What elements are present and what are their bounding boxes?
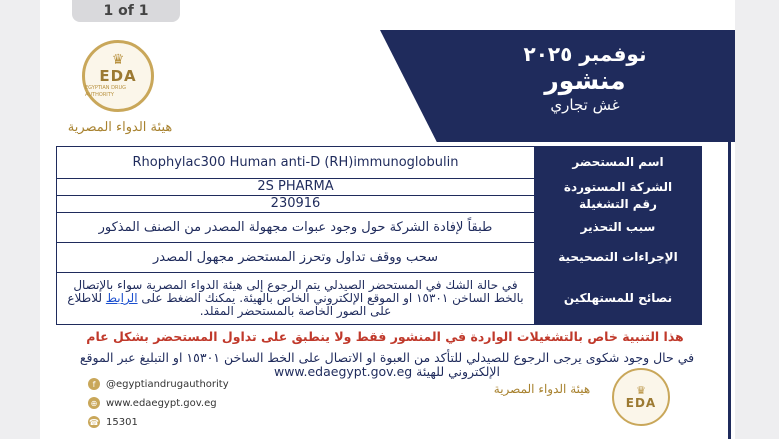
advice-value [57, 273, 535, 325]
eagle-emblem-icon: ♛ [111, 52, 125, 68]
logo-ring-text: EGYPTIAN DRUG AUTHORITY [85, 85, 126, 98]
page-counter: 1 of 1 [72, 0, 180, 22]
footer-logo-abbr: EDA [625, 395, 657, 410]
row-value: Rhophylac300 Human anti-D (RH)immunoglobulin [57, 147, 535, 179]
table-row [57, 196, 702, 213]
contact-website [88, 396, 217, 410]
complaint-note: في حال وجود شكوى يرجى الرجوع للصيدلي للتأكد من العبوة او الاتصال على الخط الساخن ١٥٣٠١ او التبليغ عبر الموقع الإلكتروني للهيئة www.edaegypt.gov.eg [79, 350, 695, 379]
header-text [475, 42, 695, 114]
eagle-emblem-icon: ♛ [636, 383, 646, 397]
row-value: 230916 [57, 196, 535, 213]
logo-caption: هيئة الدواء المصرية [67, 120, 173, 135]
row-value: طبقاً لإفادة الشركة حول وجود عبوات مجهولة المصدر من الصنف المذكور [57, 213, 535, 243]
logo-abbr: EDA [99, 67, 137, 85]
advice-text: في حالة الشك في المستحضر الصيدلي يتم الرجوع إلى هيئة الدواء المصرية سواء بالإتصال بالخط الساخن ١٥٣٠١ او الموقع الإلكتروني الخاص بالهيئة. [73, 278, 524, 305]
right-border-rule [728, 142, 731, 439]
globe-icon: ⊕ [88, 397, 100, 409]
table-row [57, 243, 702, 273]
row-label: الشركة المستوردة [535, 179, 702, 196]
contact-facebook [88, 377, 229, 391]
facebook-handle: @egyptiandrugauthority [106, 378, 229, 390]
facebook-icon: f [88, 378, 100, 390]
product-info-table [56, 146, 702, 325]
table-row [57, 147, 702, 179]
advice-link-pre: يمكنك الضغط على [141, 291, 236, 305]
viewer-left-margin [0, 0, 40, 439]
document-page [40, 30, 735, 439]
footer-eda-logo [612, 368, 670, 426]
row-label: اسم المستحضر [535, 147, 702, 179]
advice-link-post: للاطلاع على الصور الخاصة بالمستحضر المقلد. [67, 291, 392, 318]
table-row [57, 179, 702, 196]
row-label: سبب التحذير [535, 213, 702, 243]
scope-warning-note: هذا التنبية خاص بالتشغيلات الواردة في المنشور فقط ولا ينطبق على تداول المستحضر بشكل عام [86, 329, 684, 344]
row-label: نصائح للمستهلكين [535, 273, 702, 325]
hotline-number: 15301 [106, 416, 138, 428]
bulletin-title: منشور [544, 66, 626, 95]
website-url: www.edaegypt.gov.eg [106, 397, 217, 409]
table-row [57, 273, 702, 325]
bulletin-subtitle: غش تجاري [550, 96, 620, 114]
eda-logo [82, 40, 154, 112]
contact-hotline [88, 415, 138, 429]
bulletin-date: نوفمبر ٢٠٢٥ [523, 42, 647, 66]
row-label: الإجراءات التصحيحية [535, 243, 702, 273]
footer-logo-caption: هيئة الدواء المصرية [493, 382, 591, 396]
table-row [57, 213, 702, 243]
row-value: 2S PHARMA [57, 179, 535, 196]
phone-icon: ☎ [89, 417, 99, 427]
images-link[interactable]: الرابط [105, 291, 138, 305]
viewer-right-margin [735, 0, 779, 439]
row-label: رقم التشغيلة [535, 196, 702, 213]
row-value: سحب ووقف تداول وتحرز المستحضر مجهول المصدر [57, 243, 535, 273]
